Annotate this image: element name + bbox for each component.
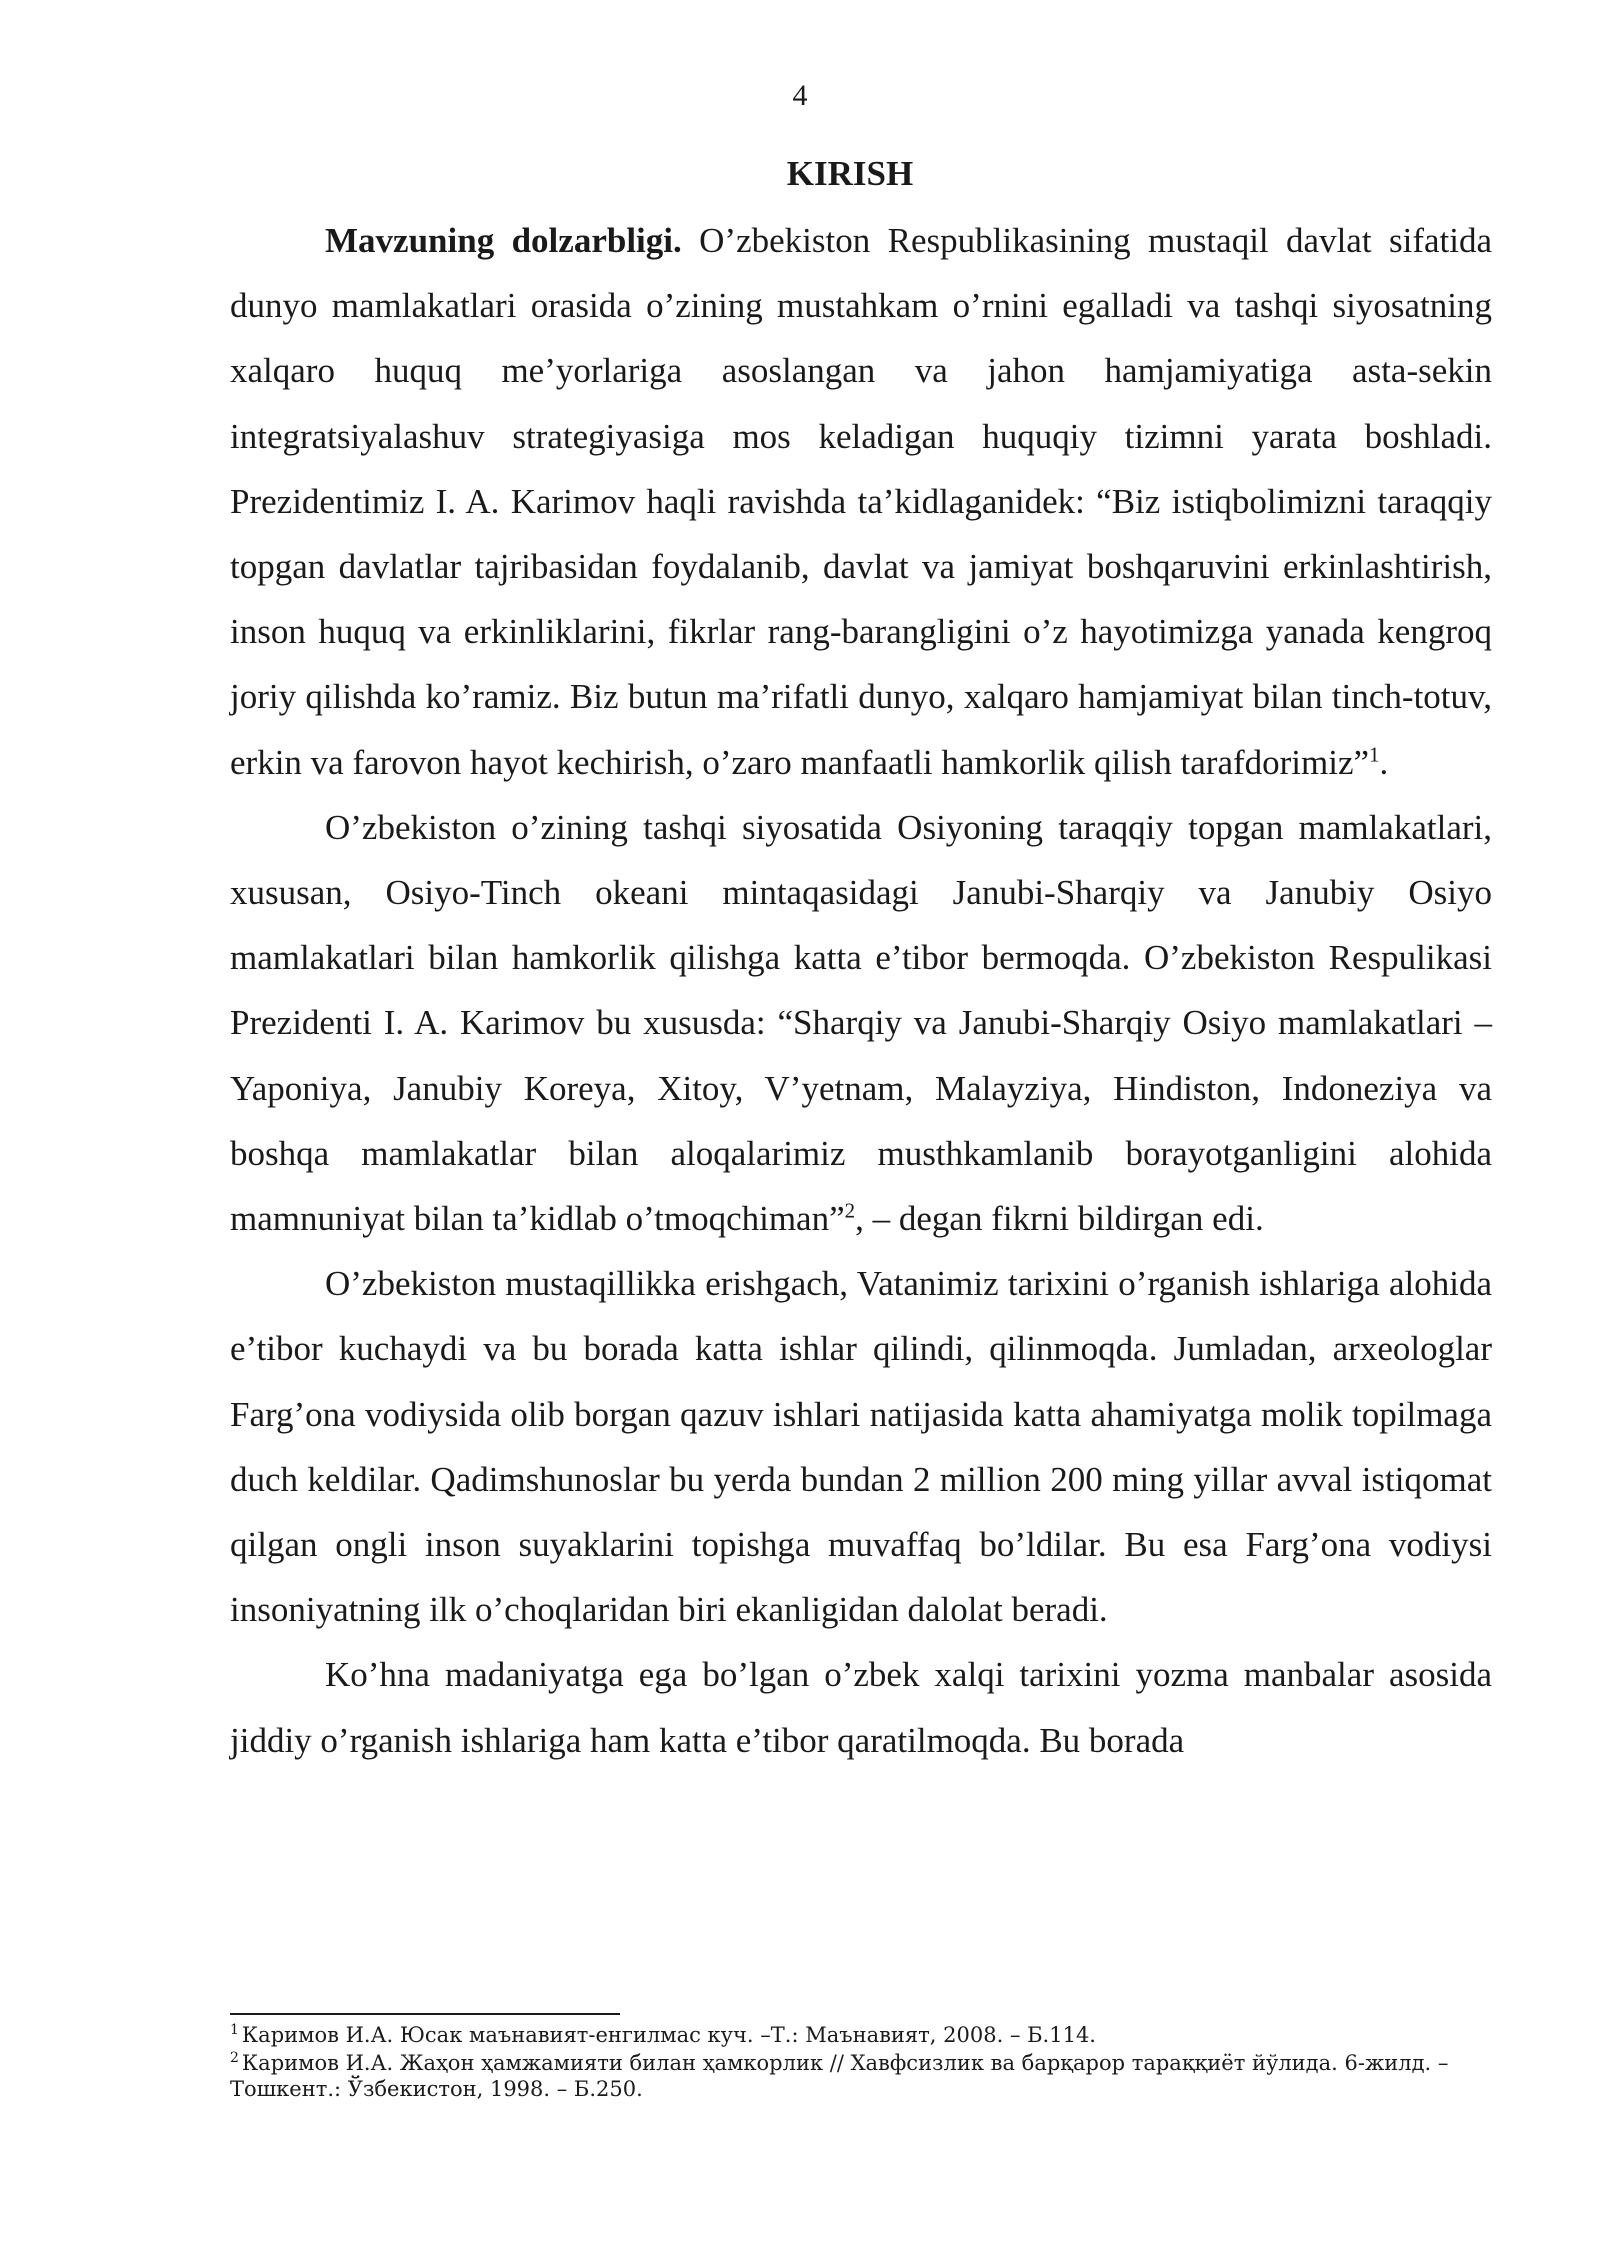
paragraph-relevance	[230, 208, 1492, 795]
footnote-reference: 2	[844, 1198, 856, 1223]
footnote-mark: 2	[230, 2050, 239, 2066]
paragraph-text: Ko’hna madaniyatga ega bo’lgan o’zbek xalqi tarixini yozma manbalar asosida jiddiy o’rganish ishlariga ham katta e’tibor qaratilmoqda. Bu borada	[230, 1655, 1492, 1760]
paragraph-lead: Mavzuning dolzarbligi.	[325, 221, 682, 260]
paragraph-foreign-policy	[230, 795, 1492, 1251]
footnote-mark: 1	[230, 2022, 239, 2038]
footnote-reference: 1	[1369, 741, 1380, 766]
paragraph-sources	[230, 1642, 1492, 1772]
footnote-item	[230, 2022, 1492, 2048]
paragraph-history	[230, 1251, 1492, 1642]
paragraph-text: O’zbekiston Respublikasining mustaqil davlat sifatida dunyo mamlakatlari orasida o’zining mustahkam o’rnini egalladi va tashqi siyosatning xalqaro huquq me’yorlariga asoslangan va jahon hamjamiyatiga asta-sekin integratsiyalashuv strategiyasiga mos keladigan huquqiy tizimni yarata boshladi. Prezidentimiz I. A. Karimov haqli ravishda ta’kidlaganidek: “Biz istiqbolimizni taraqqiy topgan davlatlar tajribasidan foydalanib, davlat va jamiyat boshqaruvini erkinlashtirish, inson huquq va erkinliklarini, fikrlar rang-barangligini o’z hayotimizga yanada kengroq joriy qilishda ko’ramiz. Biz butun ma’rifatli dunyo, xalqaro hamjamiyat bilan tinch-totuv, erkin va farovon hayot kechirish, o’zaro manfaatli hamkorlik qilish tarafdorimiz”	[230, 221, 1492, 782]
page-number: 4	[792, 79, 808, 112]
footnote-item	[230, 2050, 1492, 2102]
footnotes	[230, 2022, 1492, 2104]
footnote-text: Каримов И.А. Жаҳон ҳамжамияти билан ҳамкорлик // Хавфсизлик ва барқарор тараққиёт йўлида. 6-жилд. – Тошкент.: Ўзбекистон, 1998. – Б.250.	[230, 2051, 1449, 2101]
paragraph-text-tail: .	[1379, 742, 1389, 782]
footnote-divider	[230, 2013, 620, 2015]
footnote-text: Каримов И.А. Юсак маънавият-енгилмас куч. –Т.: Маънавият, 2008. – Б.114.	[241, 2023, 1096, 2047]
paragraph-text-tail: , – degan fikrni bildirgan edi.	[855, 1199, 1264, 1239]
body-text	[230, 208, 1492, 1773]
section-heading: KIRISH	[786, 154, 914, 193]
paragraph-text: O’zbekiston mustaqillikka erishgach, Vatanimiz tarixini o’rganish ishlariga alohida e’tibor kuchaydi va bu borada katta ishlar qilindi, qilinmoqda. Jumladan, arxeologlar Farg’ona vodiysida olib borgan qazuv ishlari natijasida katta ahamiyatga molik topilmaga duch keldilar. Qadimshunoslar bu yerda bundan 2 million 200 ming yillar avval istiqomat qilgan ongli inson suyaklarini topishga muvaffaq bo’ldilar. Bu esa Farg’ona vodiysi insoniyatning ilk o’choqlaridan biri ekanligidan dalolat beradi.	[230, 1264, 1492, 1630]
paragraph-text: O’zbekiston o’zining tashqi siyosatida Osiyoning taraqqiy topgan mamlakatlari, xususan, Osiyo-Tinch okeani mintaqasidagi Janubi-Sharqiy va Janubiy Osiyo mamlakatlari bilan hamkorlik qilishga katta e’tibor bermoqda. O’zbekiston Respulikasi Prezidenti I. A. Karimov bu xususda: “Sharqiy va Janubi-Sharqiy Osiyo mamlakatlari – Yaponiya, Janubiy Koreya, Xitoy, V’yetnam, Malayziya, Hindiston, Indoneziya va boshqa mamlakatlar bilan aloqalarimiz musthkamlanib borayotganligini alohida mamnuniyat bilan ta’kidlab o’tmoqchiman”	[230, 807, 1492, 1239]
